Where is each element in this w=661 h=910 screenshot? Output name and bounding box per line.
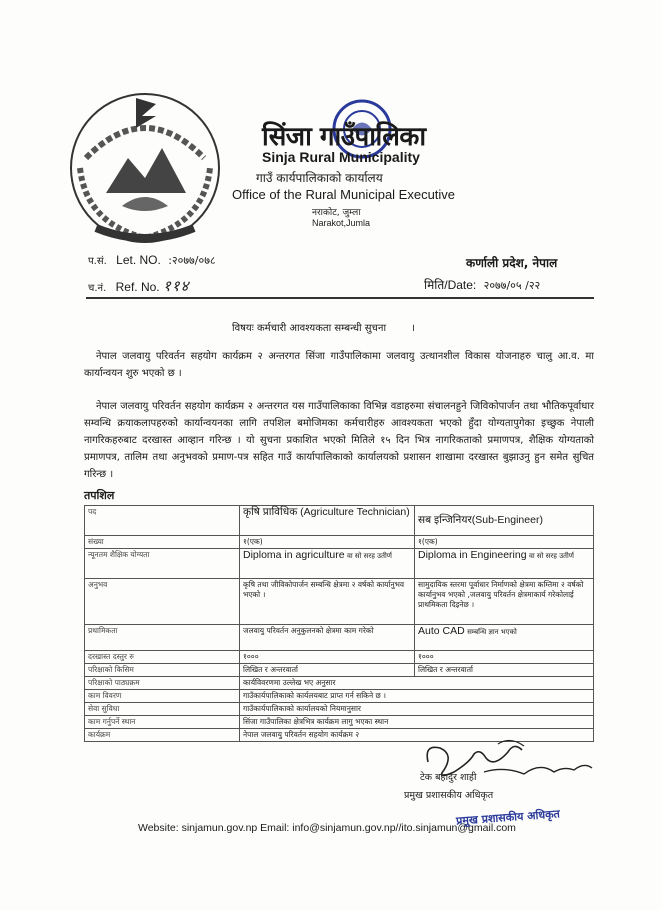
- qualification-col2-suffix: वा सो सरह उतीर्ण: [528, 552, 574, 560]
- cell-col2: लिखित र अन्तरवार्ता: [415, 664, 594, 677]
- row-label: परिक्षाको किसिम: [85, 664, 240, 677]
- qualification-col1-suffix: वा सो सरह उतीर्ण: [346, 552, 392, 560]
- row-label: अनुभव: [85, 579, 240, 625]
- cell-col2: सब इन्जिनियर(Sub-Engineer): [415, 506, 594, 536]
- table-row: [85, 549, 594, 579]
- subject-text: कर्मचारी आवश्यकता सम्बन्धी सुचना: [256, 323, 387, 334]
- table-row: [85, 703, 594, 716]
- row-label: सेवा सुविधा: [85, 703, 240, 716]
- location-en: Narakot,Jumla: [312, 218, 371, 228]
- office-title-en: Office of the Rural Municipal Executive: [232, 187, 456, 202]
- cell-span: कार्यविवरणमा उल्लेख भए अनुसार: [240, 677, 594, 690]
- cell-col1: १०००: [240, 651, 415, 664]
- table-row: [85, 664, 594, 677]
- date-value: २०७७/०५ /२२: [483, 279, 541, 292]
- row-label: दरखास्त दस्तुर रु: [85, 651, 240, 664]
- paragraph-intro: नेपाल जलवायु परिवर्तन सहयोग कार्यक्रम २ अन्तरगत सिंजा गाउँपालिकामा जलवायु उत्थानशील विकास योजनाहरु चालु आ.व. मा कार्यान्वयन शुरु भएको छ ।: [84, 351, 594, 379]
- table-row: [85, 506, 594, 536]
- cell-span: गाउँकार्यपालिकाको कार्यलयबाट प्राप्त गर्न सकिने छ ।: [240, 690, 594, 703]
- row-label: काम गर्नुपर्ने स्थान: [85, 716, 240, 729]
- province-label: कर्णाली प्रदेश, नेपाल: [466, 256, 558, 270]
- row-label: कार्यक्रम: [85, 729, 240, 742]
- date-line: [424, 276, 540, 293]
- cell-col1: लिखित र अन्तरवार्ता: [240, 664, 415, 677]
- let-no-np-label: प.सं.: [88, 256, 107, 267]
- office-title-np: गाउँ कार्यपालिकाको कार्यालय: [256, 171, 383, 185]
- signatory-designation: प्रमुख प्रशासकीय अधिकृत: [404, 790, 494, 801]
- priority-col2: Auto CAD: [418, 625, 465, 637]
- cell-span: नेपाल जलवायु परिवर्तन सहयोग कार्यक्रम २: [240, 729, 594, 742]
- footer-contact: Website: sinjamun.gov.np Email: info@sinjamun.gov.np//ito.sinjamun@gmail.com: [138, 822, 516, 834]
- cell-col1: कृषि तथा जीविकोपार्जन सम्बन्धि क्षेत्रमा २ वर्षको कार्यानुभव भएको ।: [240, 579, 415, 625]
- table-row: [85, 536, 594, 549]
- subject-label: विषयः: [232, 323, 254, 334]
- row-label: परिक्षाको पाठ्यक्रम: [85, 677, 240, 690]
- municipality-title-np: सिंजा गाउँपालिका: [262, 122, 426, 152]
- cell-col2: [415, 625, 594, 651]
- cell-col1: १(एक): [240, 536, 415, 549]
- municipality-title-en: Sinja Rural Municipality: [262, 149, 420, 165]
- cell-span: सिंजा गाउँपालिका क्षेत्रभित्र कार्यक्रम लागु भएका स्थान: [240, 716, 594, 729]
- let-no-value: :२०७७/०७८: [168, 254, 216, 267]
- signatory-name: टेक बहादुर शाही: [420, 772, 477, 783]
- row-label: पद: [85, 506, 240, 536]
- row-label: न्यूनतम शैक्षिक योग्यता: [85, 549, 240, 579]
- letter-number-line: [88, 253, 216, 268]
- cell-col1: [240, 549, 415, 579]
- cell-col2: १०००: [415, 651, 594, 664]
- qualification-col2: Diploma in Engineering: [418, 549, 527, 561]
- cell-col1: जलवायु परिवर्तन अनुकुलनको क्षेत्रमा काम गरेको: [240, 625, 415, 651]
- table-row: [85, 625, 594, 651]
- priority-col2-suffix: सम्बन्धि ज्ञान भएको: [467, 628, 517, 636]
- ref-no-np-label: च.नं.: [88, 283, 107, 294]
- designation-stamp: प्रमुख प्रशासकीय अधिकृत: [455, 807, 561, 828]
- table-row: [85, 651, 594, 664]
- date-label: मिति/Date:: [424, 278, 477, 292]
- table-row: [85, 716, 594, 729]
- row-label: काम विवरण: [85, 690, 240, 703]
- location-np: नराकोट, जुम्ला: [312, 208, 361, 218]
- ref-no-value: ११४: [162, 277, 190, 295]
- cell-span: गाउँकार्यपालिकाको कार्यालयको नियमानुसार: [240, 703, 594, 716]
- cell-col2: [415, 549, 594, 579]
- vacancy-table: [84, 505, 594, 742]
- header-divider: [86, 297, 594, 299]
- table-row: [85, 690, 594, 703]
- qualification-col1: Diploma in agriculture: [243, 549, 345, 561]
- row-label: संख्या: [85, 536, 240, 549]
- subject-end: ।: [411, 323, 416, 334]
- ref-no-label: Ref. No.: [115, 280, 160, 294]
- cell-col2: सामुदायिक स्तरमा पूर्वाधार निर्माणको क्षेत्रमा कम्तिमा २ वर्षको कार्यानुभव भएको ,जलवायु परिवर्तन क्षेत्रमाकार्य गरेकोलाई प्राथमिकता दिइनेछ ।: [415, 579, 594, 625]
- cell-col2: १(एक): [415, 536, 594, 549]
- table-row: [85, 677, 594, 690]
- row-label: प्रथामिकता: [85, 625, 240, 651]
- details-heading: तपशिल: [84, 489, 115, 502]
- ref-number-line: [88, 276, 189, 296]
- table-row: [85, 579, 594, 625]
- paragraph-notice: नेपाल जलवायु परिवर्तन सहयोग कार्यक्रम २ अन्तरगत यस गाउँपालिकाका विभिन्न वडाहरुमा संचालनहुने जिविकोपार्जन तथा भौतिकपूर्वाधार सम्वन्धि क्रयाकलापहरुको कार्यान्वयनका लागि तपशिल बमोजिमका कर्मचारीहरु आवश्यकता भएको हुँदा योग्यतापुगेका इच्छुक नेपाली नागरिकहरुबाट दरखास्त आव्हान गरिन्छ । यो सुचना प्रकाशित भएको मितिले १५ दिन भित्र नागरिकताको प्रमाणपत्र, शैक्षिक योग्यताको प्रमाणपत्र, तालिम तथा अनुभवको प्रमाण-पत्र सहित गाउँ कार्यापालिकाको कार्यालयको प्रशासन शाखामा दरखास्त बुझाउनु हुन समेत सुचित गरिन्छ ।: [84, 401, 594, 480]
- cell-col1: कृषि प्राविधिक (Agriculture Technician): [240, 506, 415, 536]
- nepal-emblem-icon: [66, 88, 224, 248]
- let-no-label: Let. NO.: [116, 253, 161, 267]
- subject-line: [232, 320, 415, 334]
